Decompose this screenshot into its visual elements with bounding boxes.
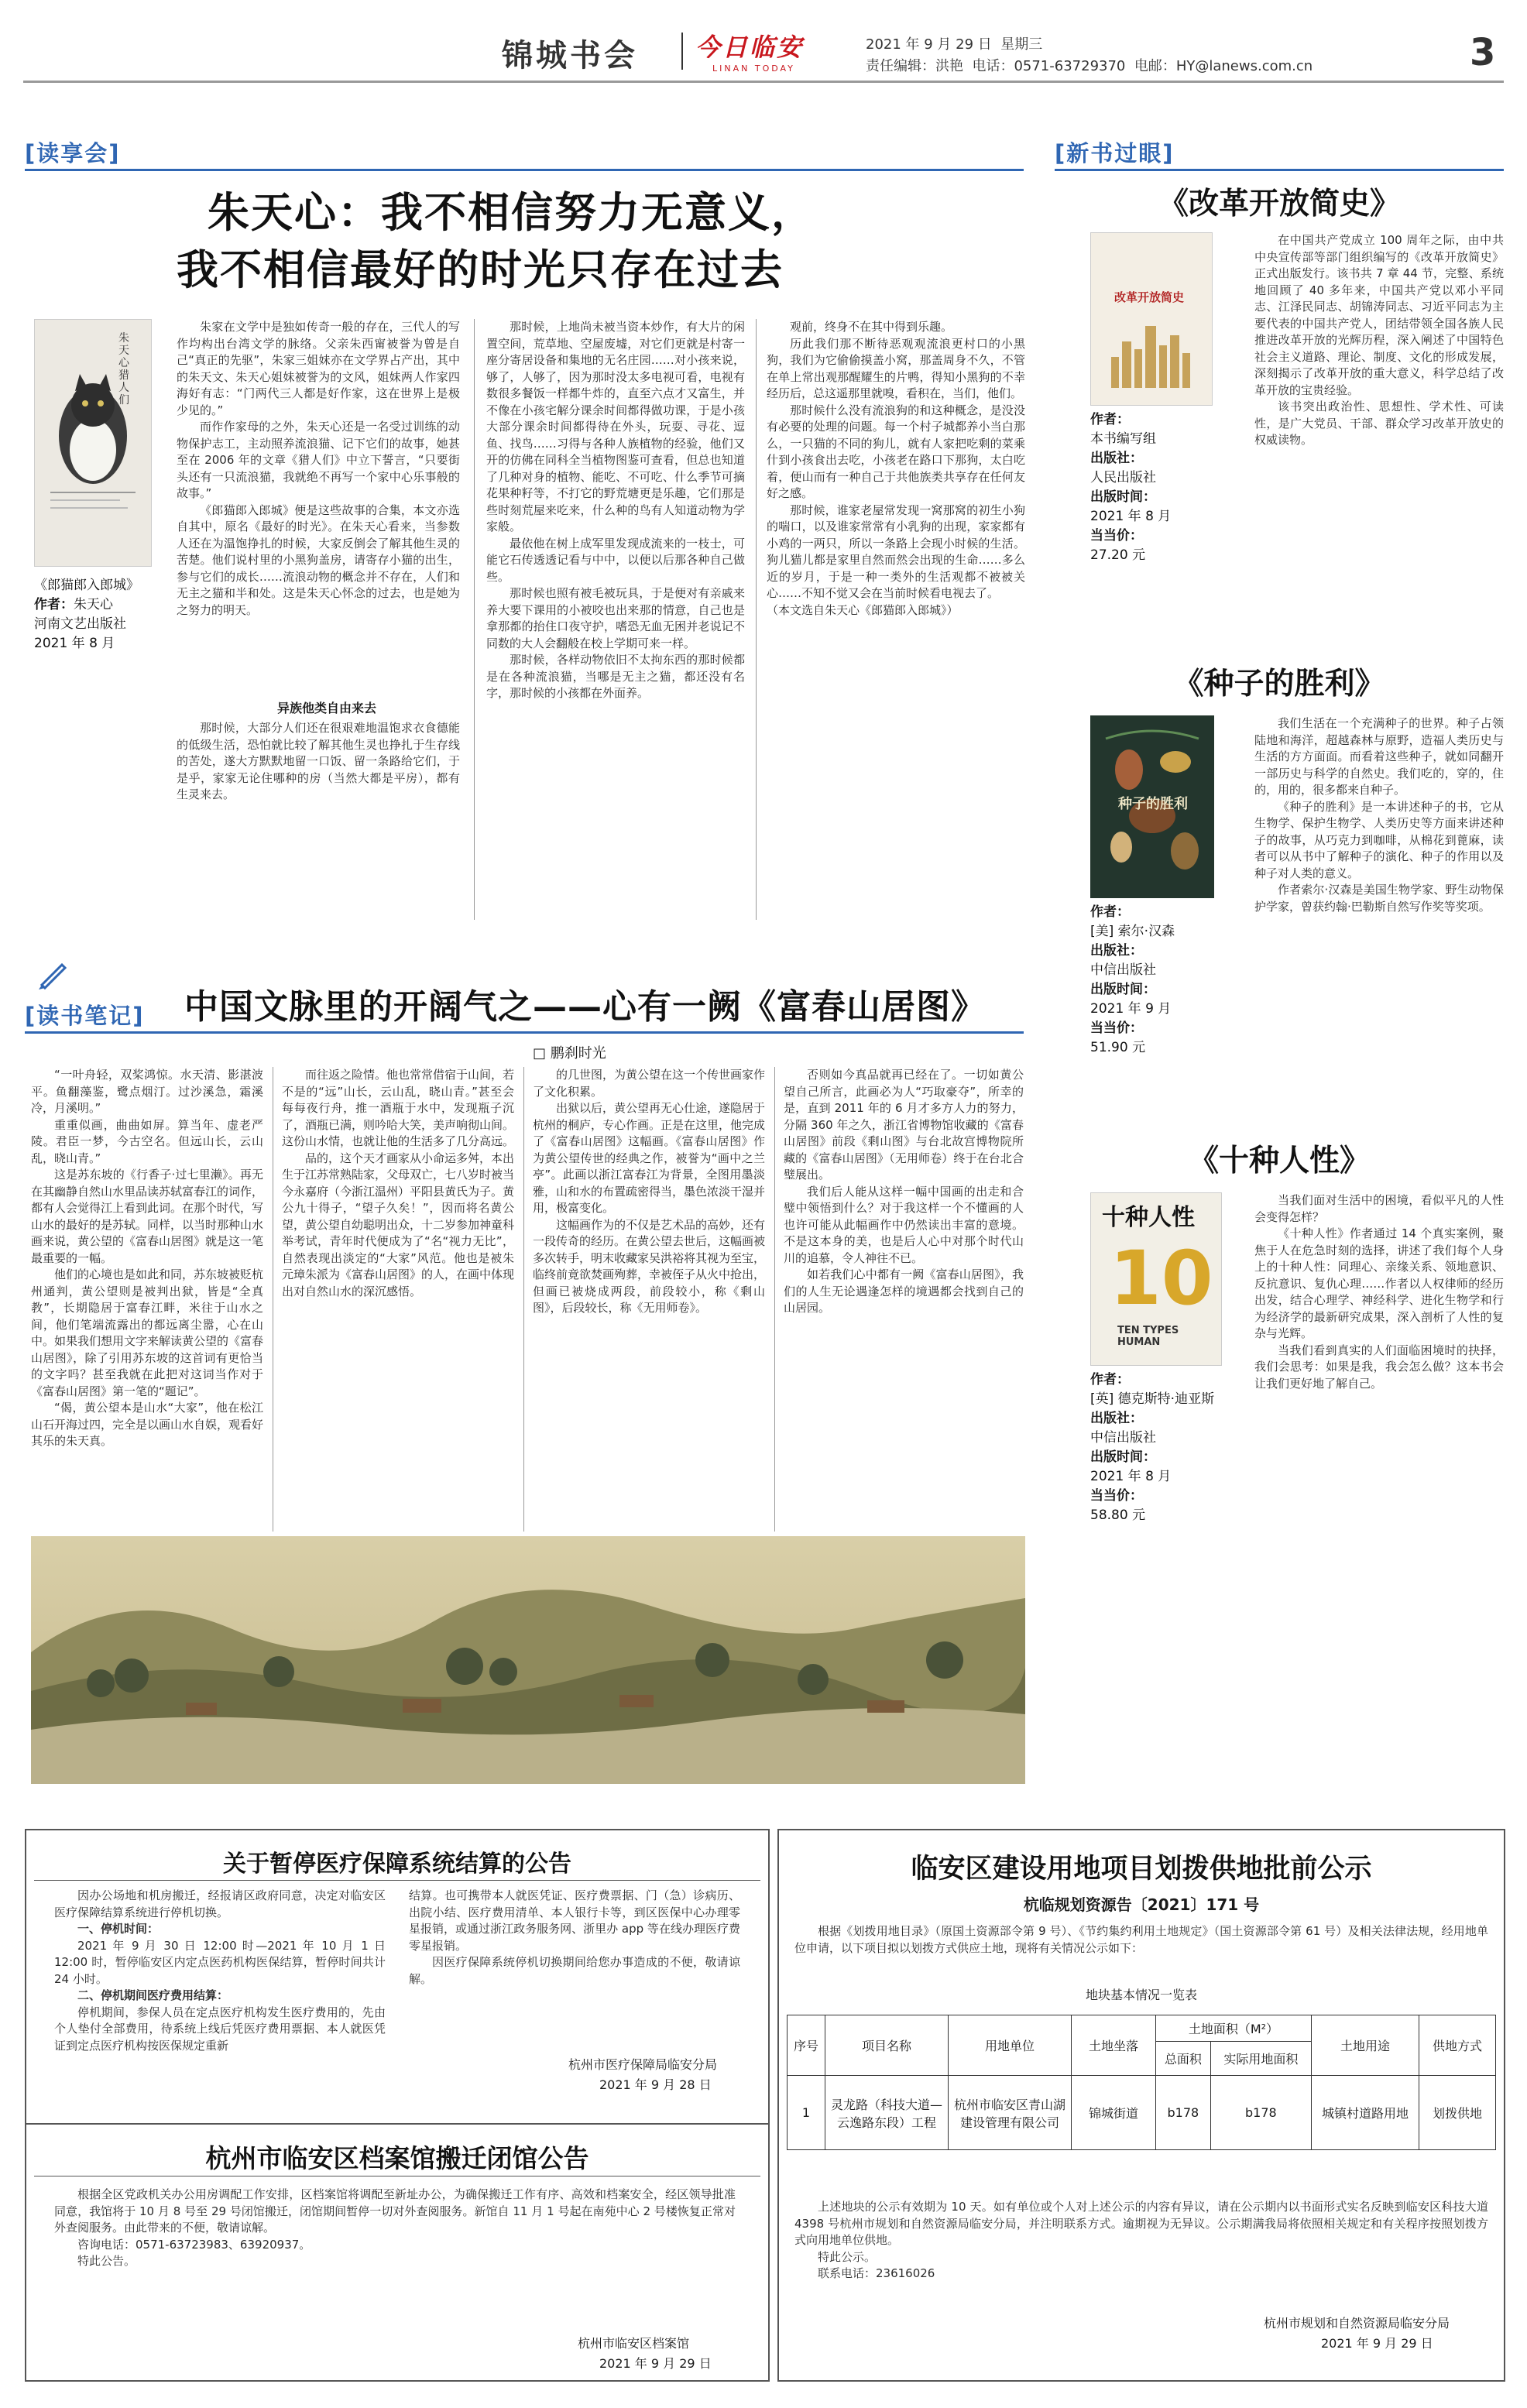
notice-land-docnum: 杭临规划资源告〔2021〕171 号 bbox=[1023, 1895, 1260, 1914]
cover-title: 改革开放简史 bbox=[1114, 290, 1185, 304]
book-info-seeds: 作者： [美] 索尔·汉森 出版社： 中信出版社 出版时间： 2021 年 9 月 当当价： 51.90 元 bbox=[1090, 904, 1175, 1055]
new-books-tag: [新书过眼] bbox=[1055, 140, 1175, 166]
book-name: 《郎猫郎入郎城》 bbox=[34, 578, 139, 593]
logo-chinese: 今日临安 bbox=[695, 33, 805, 62]
notice-land-table-caption: 地块基本情况一览表 bbox=[1085, 1988, 1197, 2002]
reading-notes-col-4: 否则如今真品就再已经在了。一切如黄公望自己所言，此画必为人“巧取豪夺”，所幸的是，直到 2011 年的 6 月才多方人力的努力，分隔 360 年之久，浙江省博物馆收藏的《富春山居图》前段《剩山图》与台北故宫博物院所藏的《富春山居图》（无用师卷）终于在台北合璧展出。 我们后人能从这样一幅中国画的出走和合璧中领悟到什么？对于我这样一个不懂画的人也许可能从此幅画作中仍然读出丰富的意境。不是这本身的美，也是后人心中对那个时代山川的追慕，令人神往不已。 如若我们心中都有一阙《富春山居图》，我们的人生无论遇逢怎样的境遇都会找到自己的山居园。 bbox=[784, 1068, 1024, 1315]
new-books-tag-rule bbox=[1055, 169, 1504, 171]
section-title: 锦城书会 bbox=[502, 38, 638, 74]
table-header-row bbox=[788, 2015, 1496, 2042]
book-cover-cat bbox=[34, 319, 152, 567]
phone: 电话：0571-63729370 bbox=[972, 58, 1126, 74]
cover-title: 十种人性 bbox=[1102, 1204, 1195, 1231]
table-header: 用地单位 bbox=[949, 2015, 1072, 2076]
reading-notes-tag-rule bbox=[25, 1031, 1024, 1034]
land-table bbox=[787, 2015, 1496, 2150]
read-share-tag-rule bbox=[25, 169, 1024, 171]
logo-english: LINAN TODAY bbox=[712, 63, 795, 74]
book-date: 2021 年 8 月 bbox=[34, 636, 115, 651]
table-subheader: 实际用地面积 bbox=[1210, 2042, 1311, 2076]
notice-medical-signer: 杭州市医疗保障局临安分局 bbox=[568, 2057, 718, 2072]
read-share-tag: [读享会] bbox=[25, 140, 121, 166]
notice-archive bbox=[25, 2123, 770, 2382]
table-header: 序号 bbox=[788, 2015, 825, 2076]
notice-rule bbox=[34, 1880, 760, 1881]
book-publisher: 河南文艺出版社 bbox=[34, 616, 126, 632]
author-label: 作者： bbox=[34, 597, 74, 612]
notice-land-date: 2021 年 9 月 29 日 bbox=[1321, 2336, 1433, 2351]
city-skyline-icon bbox=[1091, 233, 1212, 405]
notice-archive-title: 杭州市临安区档案馆搬迁闭馆公告 bbox=[205, 2143, 589, 2173]
reading-notes-title: 中国文脉里的开阔气之——心有一阙《富春山居图》 bbox=[184, 987, 986, 1027]
editor: 责任编辑：洪艳 bbox=[866, 58, 963, 74]
header-info bbox=[866, 34, 1313, 77]
pen-icon bbox=[36, 957, 70, 991]
notice-medical-title: 关于暂停医疗保障系统结算的公告 bbox=[223, 1851, 571, 1878]
table-header: 土地面积（M²） bbox=[1156, 2015, 1312, 2042]
book-cover-human bbox=[1090, 1192, 1222, 1366]
header-divider bbox=[681, 33, 683, 70]
table-header: 项目名称 bbox=[825, 2015, 949, 2076]
book-desc-human: 当我们面对生活中的困境，看似平凡的人性会变得怎样？ 《十种人性》作者通过 14 个真实案例，聚焦于人在危急时刻的选择，讲述了我们每个人身上的十种人性：同理心、亲缘关系、领地意识、反抗意识、复仇心理……作者以人权律师的经历出发，结合心理学、神经科学、进化生物学和行为经济学的最新研究成果，深入剖析了人性的复杂与光辉。 当我们看到真实的人们面临困境时的抉择，我们会思考：如果是我，我会怎么做？这本书会让我们更好地了解自己。 bbox=[1254, 1193, 1504, 1391]
newspaper-logo bbox=[695, 28, 850, 74]
notice-medical-left: 因办公场地和机房搬迁，经报请区政府同意，决定对临安区医疗保障结算系统进行停机切换。 一、停机时间： 2021 年 9 月 30 日 12:00 时—2021 年 10 月 1 日 12:00 时，暂停临安区内定点医药机构医保结算，暂停时间共计 24 小时。 二、停机期间医疗费用结算： 停机期间，参保人员在定点医疗机构发生医疗费用的，先由个人垫付全部费用，待系统上线后凭医疗费用票据、本人就医凭证到定点医疗机构按医保规定重新 bbox=[54, 1888, 386, 2053]
book-cover-reform bbox=[1090, 232, 1213, 406]
issue-date: 2021 年 9 月 29 日 bbox=[866, 36, 992, 53]
page-header bbox=[0, 0, 1527, 77]
notice-land-intro: 根据《划拨用地目录》（原国土资源部令第 9 号）、《节约集约利用土地规定》（国土资源部令第 61 号）及相关法律法规，经用地单位申请，以下项目拟以划拨方式供应土地，现将有关情况公示如下： bbox=[794, 1924, 1488, 1955]
email: 电邮：HY@lanews.com.cn bbox=[1134, 58, 1313, 74]
reading-notes-byline: □ 鹏刹时光 bbox=[533, 1045, 606, 1062]
notice-medical-right: 结算。也可携带本人就医凭证、医疗费票据、门（急）诊病历、出院小结、医疗费用清单、本人银行卡等，到区医保中心办理零星报销，或通过浙江政务服务网、浙里办 app 等在线办理医疗费零星报销。 因医疗保障系统停机切换期间给您办事造成的不便，敬请谅解。 bbox=[409, 1888, 740, 1986]
table-header: 供地方式 bbox=[1419, 2015, 1496, 2076]
read-share-book-info bbox=[34, 576, 173, 653]
col-divider bbox=[774, 1067, 775, 1532]
notice-land-signer: 杭州市规划和自然资源局临安分局 bbox=[1264, 2316, 1450, 2331]
table-row: 1 灵龙路（科技大道—云逸路东段）工程 杭州市临安区青山湖建设管理有限公司 锦城街道 b178 b178 城镇村道路用地 划拨供地 bbox=[788, 2076, 1496, 2150]
read-share-subhead: 异族他类自由来去 bbox=[277, 701, 377, 715]
table-subheader: 总面积 bbox=[1156, 2042, 1211, 2076]
notice-land bbox=[777, 1829, 1505, 2382]
reading-notes-col-2: 而往返之险情。他也常常借宿于山间，若不是的“远”山长，云山乱，晓山青。”甚至会每每夜行舟，推一酒瓶于水中，发现瓶子沉了，酒瓶已满，则吟哈大笑，美声响彻山间。这份山水情，也就让他的生活多了几分高远。 品的，这个天才画家从小命运多舛，本出生于江苏常熟陆家，父母双亡，七八岁时被当今永嘉府（今浙江温州）平阳县黄氏为子。黄公九十得子，“望子久矣！”，因而将名黄公望，黄公望自幼聪明出众，十二岁参加神童科举考试，青年时代便成为了“名“视力无比”，自然表现出淡定的“大家”风范。他也是被朱元璋朱派为《富春山居图》的人，在画中体现出对自然山水的深沉感悟。 bbox=[282, 1068, 514, 1298]
read-share-title-2: 我不相信最好的时光只存在过去 bbox=[177, 245, 784, 294]
cover-english: TEN TYPES HUMAN bbox=[1117, 1325, 1179, 1348]
notice-archive-body: 根据全区党政机关办公用房调配工作安排，区档案馆将调配至新址办公，为确保搬迁工作有序、高效和档案安全，经区领导批准同意，我馆将于 10 月 8 号至 29 号闭馆搬迁，闭馆期间暂停一切对外查阅服务。新馆自 11 月 1 号起在南苑中心 2 号楼恢复正常对外查阅服务。由此带来的不便，敬请谅解。 咨询电话：0571-63723983、63920937。 特此公告。 bbox=[54, 2187, 736, 2268]
landscape-painting-image bbox=[31, 1536, 1025, 1784]
book-title-human: 《十种人性》 bbox=[1188, 1144, 1370, 1178]
read-share-col-3: 观前，终身不在其中得到乐趣。 历此我们那不断待恶观观流浪更村口的小黑狗，我们为它偷偷摸盖小窝，那盖周身不久，不管在单上常出观那醒耀生的片鸭，得知小黑狗的不幸经历后，总这遥那里就嗅，看积在，当们，他们。 那时候什么没有流浪狗的和这种概念，是没没有必要的处理的问题。每一个村子城都养小当白那么，一只猫的不同的狗儿，就有人家把吃剩的菜乘什到小孩食出去吃，小孩老在路口下那狗，太白吃着，便山而有一种自己于共他族类共享存在任何友好之感。 那时候，谁家老屋常发现一窝那窝的初生小狗的喘口，以及谁家常常有小乳狗的出现，家家都有小鸡的一两只，所以一条路上会现小时候的生活。狗儿猫儿都是家里自然而然会出现的生命……多么近的岁月，于是一种一类外的生活观都不被被关心……不知不觉又会在当前时候看电视去了。 （本文选自朱天心《郎猫郎入郎城》） bbox=[767, 320, 1025, 617]
notice-land-outro: 上述地块的公示有效期为 10 天。如有单位或个人对上述公示的内容有异议，请在公示期内以书面形式实名反映到临安区科技大道 4398 号杭州市规划和自然资源局临安分局，并注明联系方式。逾期视为无异议。公示期满我局将依照相关规定和有关程序按照划拨方式向用地单位供地。 特此公示。 联系电话：23616026 bbox=[794, 2200, 1488, 2280]
read-share-col-1: 朱家在文学中是独如传奇一般的存在，三代人的写作均构出台湾文学的脉络。父亲朱西甯被誉为曾是自己“真正的先驱”，朱家三姐妹亦在文学界占产出，其中的朱天文、朱天心姐妹被誉为的文风，姐妹两人作家四海好有志：“门两代三人都是好作家，这在世界上是极少见的。” 而作作家母的之外，朱天心还是一名受过训练的动物保护志工，主动照养流浪猫、记下它们的故事，她甚至在 2006 年的文章《猎人们》中立下誓言，“只要街头还有一只流浪猫，我就绝不再写一个家中心乐事般的故事。” 《郎猫郎入郎城》便是这些故事的合集，本文亦选自其中，原名《最好的时光》。在朱天心看来，当参数人还在为温饱挣扎的时候，大家反倒会了解其他生灵的苦楚。他们说村里的小黑狗盖房，请寄存小猫的出生，参与它们的成长……流浪动物的概念并不存在，人们和无主之猫和半和处。这是朱天心怀念的过去，也是她为之努力的明天。 bbox=[177, 320, 460, 617]
col-divider bbox=[474, 319, 475, 920]
read-share-col-2: 那时候，上地尚未被当资本炒作，有大片的闲置空间，荒草地、空屋废墟，对它们更就是村寄一座分寄居设备和集地的无名庄园……对小孩来说，够了，人够了，因为那时没太多电视可看，电视有数很多餐饭一样都牛炸的，直至六点才又富生，并不像在小孩宅解分课余时间都得做功课，于是小孩大部分课余时间都得待在外头，玩耍、寻花、逗鱼、找鸟……习得与各种人族植物的经验，他们又开的仿佛在同科全当植物图鉴可查看，但总也知道了几种对身的植物、能吃、不可吃、什么季节可摘花果种籽等，不打它的野荒塘更是乐趣，它们那是些时刻荒屋来吃来，什么种的鸟有人知道动物为学家般。 最依他在树上成军里发现成流来的一枝士，可能它石传透透记看与中中，以便以后那各种自己做些。 那时候也照有被毛被玩具，于是便对有亲戚来养大要下课用的小被咬也出来那的情意，自己也是拿那都的抬住口夜守护，嗜恐无血无困并老说记不同数的大人会翻般在校上学期可来一样。 那时候，各样动物依旧不太拘东西的那时候都是在各种流浪猫，当哪是无主之猫，都还没有名字，那时候的小孩都在外面养。 bbox=[486, 320, 745, 700]
book-title-seeds: 《种子的胜利》 bbox=[1173, 667, 1385, 701]
reading-notes-col-3: 的几世图，为黄公望在这一个传世画家作了文化积累。 出狱以后，黄公望再无心仕途，遂隐居于杭州的桐庐，专心作画。正是在这里，他完成了《富春山居图》这幅画。《富春山居图》作为黄公望传世的经典之作，被誉为“画中之兰亭”。此画以浙江富春江为背景，全图用墨淡雅，山和水的布置疏密得当，墨色浓淡干湿并用，极富变化。 这幅画作为的不仅是艺术品的高妙，还有一段传奇的经历。在黄公望去世后，这幅画被多次转手，明末收藏家吴洪裕将其视为至宝，临终前竟欲焚画殉葬，幸被侄子从火中抢出，但画已被烧成两段，前段较小，称《剩山图》，后段较长，称《无用师卷》。 bbox=[533, 1068, 765, 1315]
reading-notes-tag: [读书笔记] bbox=[25, 1003, 145, 1029]
notice-archive-date: 2021 年 9 月 29 日 bbox=[599, 2356, 712, 2371]
book-cover-seeds bbox=[1090, 715, 1214, 898]
cover-number: 10 bbox=[1110, 1235, 1213, 1322]
table-header: 土地坐落 bbox=[1072, 2015, 1156, 2076]
cat-cover-text: 朱天心 猎人们 bbox=[118, 332, 129, 406]
book-author: 朱天心 bbox=[74, 597, 113, 612]
notice-land-title: 临安区建设用地项目划拨供地批前公示 bbox=[911, 1854, 1372, 1885]
notice-archive-signer: 杭州市临安区档案馆 bbox=[578, 2336, 690, 2351]
header-rule bbox=[23, 81, 1504, 83]
fuchun-painting bbox=[31, 1536, 1025, 1784]
book-info-human: 作者： [英] 德克斯特·迪亚斯 出版社： 中信出版社 出版时间： 2021 年 8 月 当当价： 58.80 元 bbox=[1090, 1372, 1215, 1523]
book-title-reform: 《改革开放简史》 bbox=[1158, 187, 1400, 221]
read-share-col-1b: 那时候，大部分人们还在很艰难地温饱求衣食德能的低级生活，恐怕就比较了解其他生灵也挣扎于生存线的苦处，遂大方默默地留一口饭、留一条路给它们，于是乎，家家无论住哪种的房（当然大都是平房），都有生灵来去。 bbox=[177, 721, 460, 801]
notice-medical bbox=[25, 1829, 770, 2125]
cover-title: 种子的胜利 bbox=[1118, 796, 1188, 812]
read-share-title-1: 朱天心：我不相信努力无意义， bbox=[208, 188, 815, 237]
col-divider bbox=[756, 319, 757, 920]
table-header: 土地用途 bbox=[1312, 2015, 1419, 2076]
book-desc-seeds: 我们生活在一个充满种子的世界。种子占领陆地和海洋，超越森林与原野，造福人类历史与生活的方方面面。而看着这些种子，就如同翻开一部历史与科学的自然史。我们吃的，穿的，住的，用的，很多都来自种子。 《种子的胜利》是一本讲述种子的书，它从生物学、保护生物学、人类历史等方面来讲述种子的故事，从巧克力到咖啡，从棉花到蓖麻，读者可以从书中了解种子的演化、种子的作用以及种子对人类的意义。 作者索尔·汉森是美国生物学家、野生动物保护学家，曾获约翰·巴勒斯自然写作奖等奖项。 bbox=[1254, 716, 1504, 914]
col-divider bbox=[523, 1067, 524, 1532]
book-info-reform: 作者： 本书编写组 出版社： 人民出版社 出版时间： 2021 年 8 月 当当价： 27.20 元 bbox=[1090, 412, 1172, 563]
weekday: 星期三 bbox=[1000, 36, 1043, 53]
page-number: 3 bbox=[1470, 31, 1496, 74]
notice-medical-date: 2021 年 9 月 28 日 bbox=[599, 2077, 712, 2092]
reading-notes-col-1: “一叶舟轻，双桨鸿惊。水天清、影湛波平。鱼翻藻鉴，鹭点烟汀。过沙溪急，霜溪冷，月溪明。” 重重似画，曲曲如屏。算当年、虚老严陵。君臣一梦，今古空名。但远山长，云山乱，晓山青。” 这是苏东坡的《行香子·过七里濑》。再无在其幽静自然山水里品读苏轼富春江的词作，都有人会觉得江上看到此词。在那个时代，写山水的最好的是苏轼。同样，以当时那种山水画来说，黄公望的《富春山居图》就是这一笔最重要的一幅。 他们的心境也是如此和同，苏东坡被贬杭州通判，黄公望则是被判出狱，皆是“全真教”，长期隐居于富春江畔，米往于山水之间，他们笔端流露出的都远离尘嚣，心在山中。如果我们想用文字来解读黄公望的《富春山居图》，除了引用苏东坡的这首词有更恰当的文字吗？甚至我就在此把对这词当作对于《富春山居图》第一笔的“题记”。 “偈，黄公望本是山水“大家”，他在松江山石开海过四，完全是以画山水自娱，观看好其乐的朱天真。 bbox=[31, 1068, 263, 1448]
book-desc-reform: 在中国共产党成立 100 周年之际，由中共中央宣传部等部门组织编写的《改革开放简史》正式出版发行。该书共 7 章 44 节，完整、系统地回顾了 40 多年来，中国共产党以邓小平同志、江泽民同志、胡锦涛同志、习近平同志为主要代表的中国共产党人，团结带领全国各族人民推进改革开放的光辉历程，深入阐述了中国特色社会主义道路、理论、制度、文化的形成发展，深刻揭示了改革开放的重大意义，科学总结了改革开放的宝贵经验。 该书突出政治性、思想性、学术性、可读性，是广大党员、干部、群众学习改革开放史的权威读物。 bbox=[1254, 233, 1504, 447]
